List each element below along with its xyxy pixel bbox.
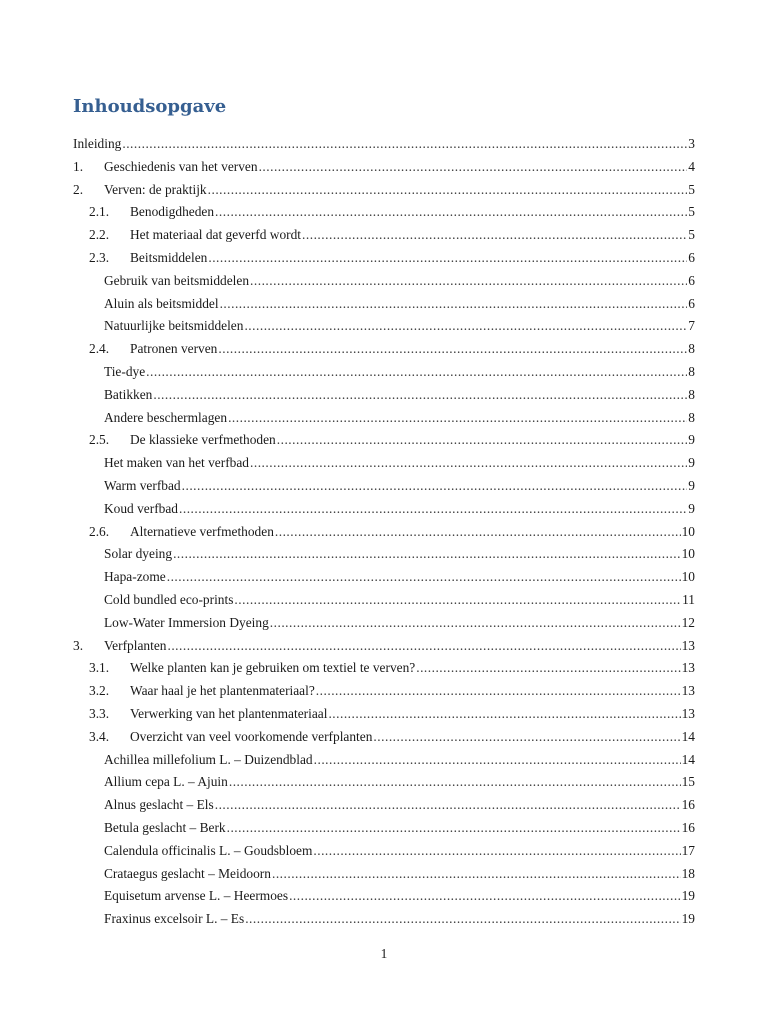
- toc-dot-leader: [173, 546, 681, 562]
- toc-entry-title: Solar dyeing: [104, 546, 173, 562]
- toc-entry-number: 2.3.: [89, 249, 110, 265]
- toc-entry-title: Verwerking van het plantenmateriaal: [130, 705, 328, 721]
- toc-entry[interactable]: [73, 866, 695, 889]
- toc-entry-page: 5: [688, 204, 695, 220]
- toc-entry-title: Verven: de praktijk: [104, 181, 207, 197]
- toc-entry-page: 6: [688, 295, 695, 311]
- toc-dot-leader: [373, 729, 680, 745]
- toc-entry-title: Cold bundled eco-prints: [104, 591, 234, 607]
- toc-entry-page: 12: [681, 614, 695, 630]
- toc-entry[interactable]: [73, 774, 695, 797]
- toc-dot-leader: [182, 478, 688, 494]
- toc-entry-page: 10: [681, 569, 695, 585]
- toc-entry-title: Welke planten kan je gebruiken om textiel te verven?: [130, 660, 416, 676]
- toc-entry-title: Gebruik van beitsmiddelen: [104, 272, 250, 288]
- toc-entry-page: 13: [681, 683, 695, 699]
- toc-entry-page: 3: [688, 136, 695, 151]
- toc-entry[interactable]: [73, 501, 695, 524]
- toc-entry[interactable]: [73, 410, 695, 433]
- toc-entry-title: Alnus geslacht – Els: [104, 797, 214, 813]
- toc-entry-title: Koud verfbad: [104, 500, 178, 516]
- toc-entry[interactable]: [73, 820, 695, 843]
- toc-entry-title: De klassieke verfmethoden: [130, 432, 276, 448]
- toc-entry-title: Inleiding: [73, 136, 122, 151]
- page-number: 1: [380, 946, 388, 961]
- toc-entry-page: 8: [688, 363, 695, 379]
- toc-entry-title: Het materiaal dat geverfd wordt: [130, 227, 302, 243]
- toc-entry-title: Hapa-zome: [104, 569, 166, 585]
- toc-entry-page: 13: [681, 705, 695, 721]
- toc-entry[interactable]: [73, 136, 695, 159]
- toc-entry-page: 14: [681, 751, 695, 767]
- toc-entry-page: 6: [688, 249, 695, 265]
- toc-dot-leader: [250, 273, 687, 289]
- toc-entry-title: Overzicht van veel voorkomende verfplanten: [130, 728, 373, 744]
- toc-entry-title: Beitsmiddelen: [130, 249, 208, 265]
- toc-entry[interactable]: [73, 432, 695, 455]
- toc-entry[interactable]: [73, 888, 695, 911]
- toc-entry-number: 2.5.: [89, 432, 110, 448]
- toc-dot-leader: [272, 866, 681, 882]
- toc-dot-leader: [316, 683, 681, 699]
- toc-dot-leader: [229, 774, 681, 790]
- toc-entry[interactable]: [73, 341, 695, 364]
- toc-entry-page: 13: [681, 660, 695, 676]
- toc-entry-title: Patronen verven: [130, 341, 218, 357]
- toc-entry-page: 10: [681, 546, 695, 562]
- toc-entry-title: Waar haal je het plantenmateriaal?: [130, 683, 315, 699]
- toc-entry-page: 8: [688, 386, 695, 402]
- toc-entry[interactable]: [73, 250, 695, 273]
- toc-entry-number: 2.: [73, 181, 84, 197]
- toc-entry-page: 9: [688, 500, 695, 516]
- toc-entry-title: Het maken van het verfbad: [104, 455, 250, 471]
- toc-heading: Inhoudsopgave: [73, 96, 227, 117]
- toc-entry-title: Betula geslacht – Berk: [104, 819, 226, 835]
- toc-entry[interactable]: [73, 569, 695, 592]
- toc-entry[interactable]: [73, 638, 695, 661]
- toc-entry-number: 2.2.: [89, 227, 110, 243]
- toc-entry-number: 3.: [73, 637, 84, 653]
- toc-entry-page: 11: [682, 591, 695, 607]
- toc-entry-page: 13: [681, 637, 695, 653]
- toc-entry[interactable]: [73, 182, 695, 205]
- toc-entry[interactable]: [73, 478, 695, 501]
- toc-dot-leader: [314, 752, 681, 768]
- toc-dot-leader: [302, 227, 687, 243]
- toc-entry[interactable]: [73, 592, 695, 615]
- toc-entry-page: 5: [688, 227, 695, 243]
- toc-entry[interactable]: [73, 273, 695, 296]
- toc-entry-title: Fraxinus excelsoir L. – Es: [104, 911, 245, 927]
- toc-dot-leader: [250, 455, 687, 471]
- toc-entry[interactable]: [73, 683, 695, 706]
- toc-entry[interactable]: [73, 296, 695, 319]
- toc-entry[interactable]: [73, 797, 695, 820]
- toc-dot-leader: [227, 820, 681, 836]
- toc-dot-leader: [167, 569, 681, 585]
- toc-entry[interactable]: [73, 524, 695, 547]
- toc-entry-title: Calendula officinalis L. – Goudsbloem: [104, 842, 313, 858]
- toc-entry[interactable]: [73, 911, 695, 934]
- toc-entry-page: 10: [681, 523, 695, 539]
- toc-entry-number: 1.: [73, 158, 84, 174]
- toc-dot-leader: [234, 592, 681, 608]
- toc-entry[interactable]: [73, 660, 695, 683]
- toc-entry-title: Verfplanten: [104, 637, 167, 653]
- toc-entry-title: Aluin als beitsmiddel: [104, 295, 219, 311]
- toc-dot-leader: [153, 387, 687, 403]
- toc-entry-page: 14: [681, 728, 695, 744]
- toc-entry-number: 2.4.: [89, 341, 110, 357]
- toc-entry-page: 8: [688, 409, 695, 425]
- toc-entry-title: Natuurlijke beitsmiddelen: [104, 318, 244, 334]
- toc-entry-page: 19: [681, 888, 695, 904]
- toc-entry[interactable]: [73, 546, 695, 569]
- toc-entry-title: Allium cepa L. – Ajuin: [104, 774, 228, 790]
- toc-entry-title: Crataegus geslacht – Meidoorn: [104, 865, 271, 881]
- toc-entry-page: 19: [681, 911, 695, 927]
- table-of-contents: [73, 136, 695, 934]
- toc-dot-leader: [245, 911, 680, 927]
- toc-entry-page: 16: [681, 797, 695, 813]
- toc-dot-leader: [313, 843, 680, 859]
- toc-dot-leader: [122, 136, 687, 152]
- toc-entry-title: Benodigdheden: [130, 204, 215, 220]
- toc-entry[interactable]: [73, 729, 695, 752]
- toc-entry[interactable]: [73, 843, 695, 866]
- toc-entry-number: 3.3.: [89, 705, 110, 721]
- toc-entry-title: Batikken: [104, 386, 153, 402]
- toc-entry-page: 17: [681, 842, 695, 858]
- toc-entry[interactable]: [73, 615, 695, 638]
- toc-entry-title: Alternatieve verfmethoden: [130, 523, 274, 539]
- toc-entry-page: 16: [681, 819, 695, 835]
- toc-entry-title: Equisetum arvense L. – Heermoes: [104, 888, 289, 904]
- toc-entry-title: Low-Water Immersion Dyeing: [104, 614, 269, 630]
- toc-dot-leader: [328, 706, 680, 722]
- toc-dot-leader: [208, 250, 687, 266]
- toc-entry-number: 3.4.: [89, 728, 110, 744]
- toc-dot-leader: [208, 182, 688, 198]
- toc-dot-leader: [277, 432, 688, 448]
- toc-entry-number: 3.2.: [89, 683, 110, 699]
- toc-dot-leader: [215, 204, 687, 220]
- toc-entry-title: Warm verfbad: [104, 477, 181, 493]
- toc-dot-leader: [179, 501, 687, 517]
- toc-dot-leader: [289, 888, 681, 904]
- toc-entry[interactable]: [73, 159, 695, 182]
- toc-dot-leader: [167, 638, 680, 654]
- toc-entry-page: 9: [688, 477, 695, 493]
- toc-entry[interactable]: [73, 706, 695, 729]
- toc-entry[interactable]: [73, 752, 695, 775]
- toc-entry-page: 8: [688, 341, 695, 357]
- toc-dot-leader: [270, 615, 681, 631]
- toc-entry-number: 2.1.: [89, 204, 110, 220]
- toc-entry-page: 18: [681, 865, 695, 881]
- toc-dot-leader: [146, 364, 687, 380]
- toc-entry-page: 4: [688, 158, 695, 174]
- toc-entry[interactable]: [73, 364, 695, 387]
- toc-dot-leader: [275, 524, 681, 540]
- toc-entry[interactable]: [73, 204, 695, 227]
- toc-entry[interactable]: [73, 227, 695, 250]
- toc-dot-leader: [259, 159, 688, 175]
- toc-entry-number: 2.6.: [89, 523, 110, 539]
- toc-entry-title: Geschiedenis van het verven: [104, 158, 258, 174]
- toc-entry-page: 7: [688, 318, 695, 334]
- toc-entry-page: 5: [688, 181, 695, 197]
- toc-entry-page: 9: [688, 432, 695, 448]
- toc-entry-page: 9: [688, 455, 695, 471]
- toc-entry-title: Achillea millefolium L. – Duizendblad: [104, 751, 313, 767]
- toc-dot-leader: [244, 318, 687, 334]
- toc-dot-leader: [220, 296, 688, 312]
- toc-dot-leader: [218, 341, 687, 357]
- toc-dot-leader: [228, 410, 687, 426]
- toc-entry-number: 3.1.: [89, 660, 110, 676]
- toc-entry-title: Andere beschermlagen: [104, 409, 228, 425]
- toc-dot-leader: [416, 660, 680, 676]
- toc-entry-title: Tie-dye: [104, 363, 146, 379]
- toc-entry-page: 6: [688, 272, 695, 288]
- toc-entry[interactable]: [73, 318, 695, 341]
- toc-dot-leader: [215, 797, 681, 813]
- toc-entry[interactable]: [73, 455, 695, 478]
- toc-entry[interactable]: [73, 387, 695, 410]
- toc-entry-page: 15: [681, 774, 695, 790]
